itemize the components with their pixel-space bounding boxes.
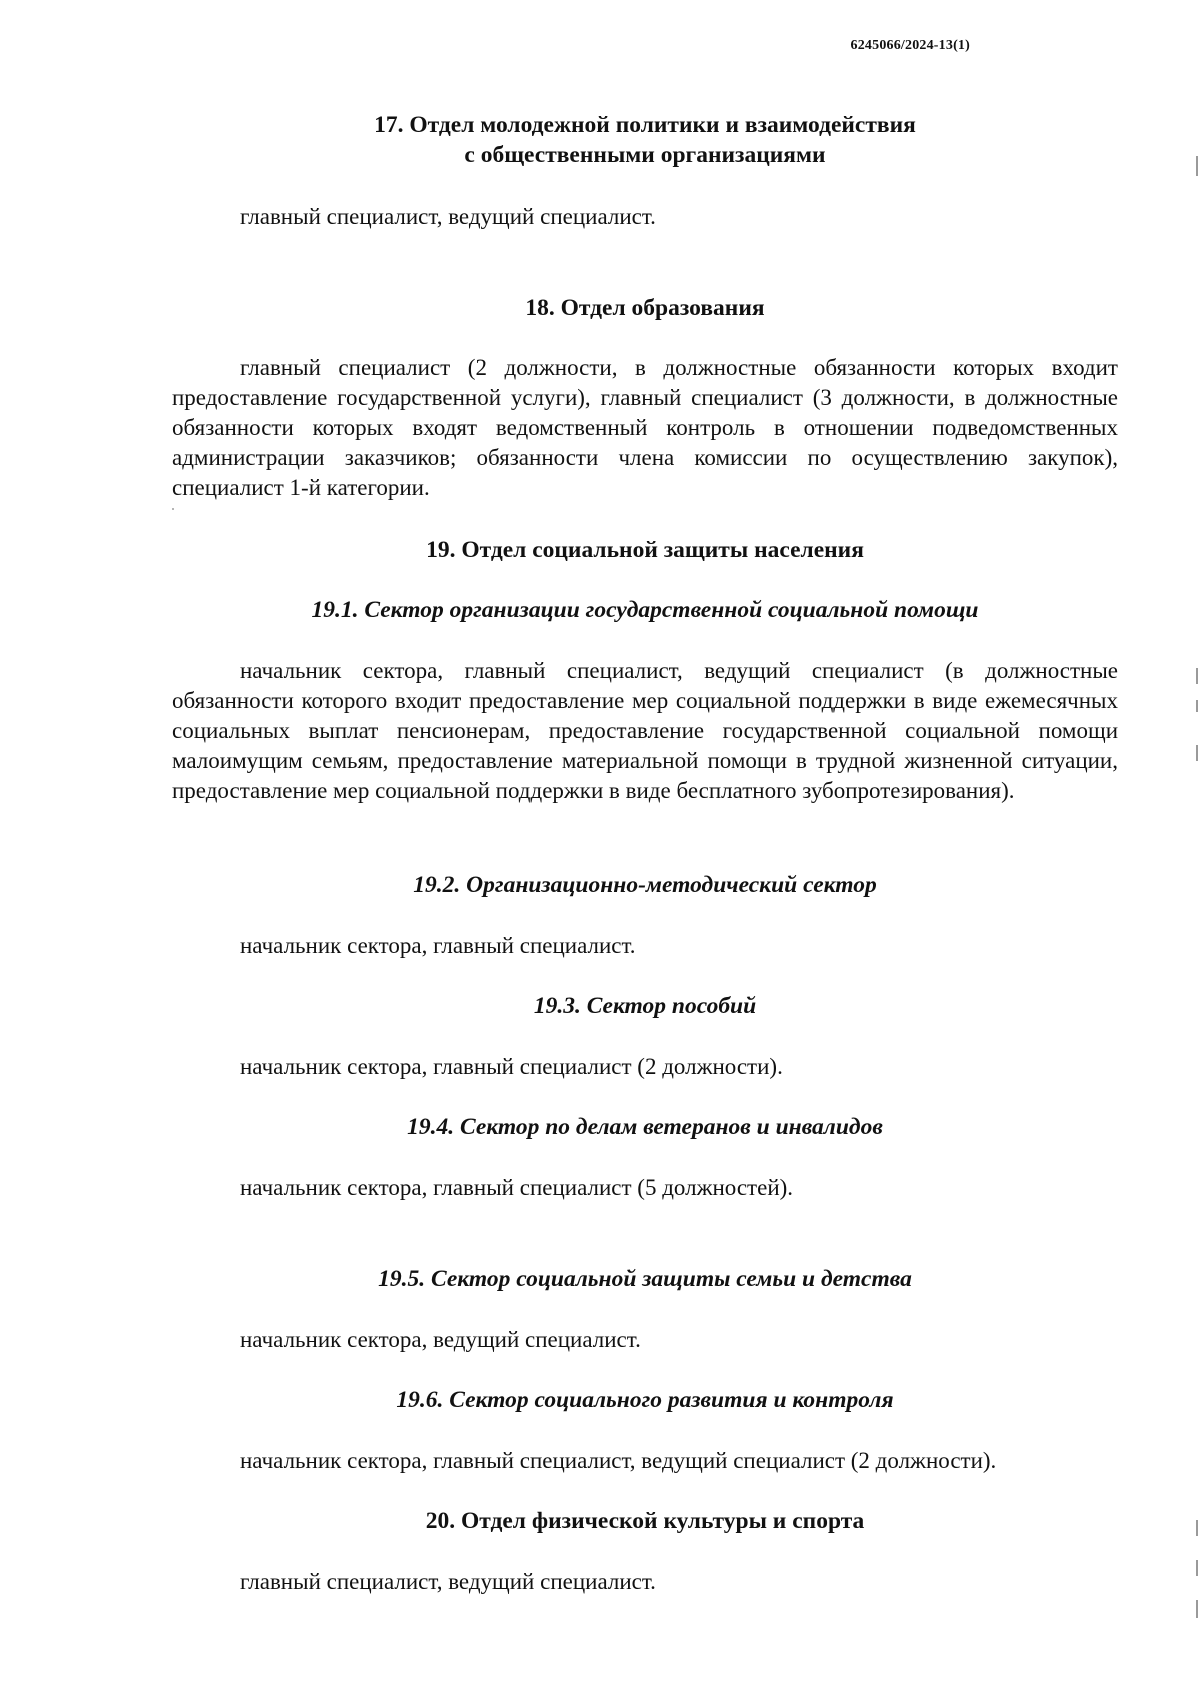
scan-edge-mark — [1196, 745, 1198, 761]
scan-edge-mark — [1196, 1560, 1198, 1576]
scan-edge-mark — [1196, 1520, 1198, 1536]
subsection-19-4-heading — [172, 1112, 1118, 1142]
subsection-19-6-heading — [172, 1385, 1118, 1415]
scan-dot — [172, 508, 174, 510]
scan-edge-mark — [1196, 668, 1198, 684]
scan-edge-mark — [1196, 1600, 1198, 1618]
subsection-19-3-body — [172, 1052, 1118, 1082]
section-17-body — [172, 202, 1118, 232]
section-18-text: главный специалист (2 должности, в должностные обязанности которых входит предоставление государственной услуги), главный специалист (3 должности, в должностные обязанности которых входят ведомственный контроль в отношении подведомственных администрации заказчиков; обязанности члена комиссии по осуществлению закупок), специалист 1-й категории. — [172, 355, 1118, 500]
section-20-body — [172, 1567, 1118, 1597]
section-17-title-line2: с общественными организациями — [464, 142, 826, 168]
subsection-19-5-title: 19.5. Сектор социальной защиты семьи и детства — [378, 1266, 912, 1292]
section-17-heading — [172, 110, 1118, 170]
subsection-19-1-title: 19.1. Сектор организации государственной социальной помощи — [311, 597, 979, 623]
subsection-19-2-heading — [172, 870, 1118, 900]
scan-edge-mark — [1196, 700, 1198, 712]
section-20-text: главный специалист, ведущий специалист. — [240, 1569, 656, 1594]
subsection-19-6-body — [172, 1446, 1118, 1476]
subsection-19-4-body — [172, 1173, 1118, 1203]
subsection-19-3-heading — [172, 991, 1118, 1021]
subsection-19-5-text: начальник сектора, ведущий специалист. — [240, 1327, 641, 1352]
subsection-19-2-body — [172, 931, 1118, 961]
subsection-19-2-text: начальник сектора, главный специалист. — [240, 933, 636, 958]
section-17-text: главный специалист, ведущий специалист. — [240, 204, 656, 229]
section-18-heading — [172, 293, 1118, 323]
section-20-title: 20. Отдел физической культуры и спорта — [425, 1508, 865, 1534]
subsection-19-2-title: 19.2. Организационно-методический сектор — [413, 872, 877, 898]
subsection-19-3-text: начальник сектора, главный специалист (2 должности). — [240, 1054, 783, 1079]
section-19-title: 19. Отдел социальной защиты населения — [426, 537, 864, 563]
section-17-title-line1: 17. Отдел молодежной политики и взаимодействия — [374, 112, 916, 138]
document-number: 6245066/2024-13(1) — [850, 38, 970, 53]
subsection-19-1-heading — [172, 595, 1118, 625]
subsection-19-5-heading — [172, 1264, 1118, 1294]
subsection-19-4-text: начальник сектора, главный специалист (5 должностей). — [240, 1175, 794, 1200]
section-19-heading — [172, 535, 1118, 565]
section-20-heading — [172, 1506, 1118, 1536]
scan-edge-mark — [1196, 156, 1198, 176]
subsection-19-6-title: 19.6. Сектор социального развития и контроля — [396, 1387, 894, 1413]
subsection-19-1-body — [172, 656, 1118, 806]
subsection-19-6-text: начальник сектора, главный специалист, ведущий специалист (2 должности). — [240, 1448, 997, 1473]
section-18-body — [172, 353, 1118, 503]
subsection-19-1-text: начальник сектора, главный специалист, ведущий специалист (в должностные обязанности которого входит предоставление мер социальной поддержки в виде ежемесячных социальных выплат пенсионерам, предоставление государственной социальной помощи малоимущим семьям, предоставление материальной помощи в трудной жизненной ситуации, предоставление мер социальной поддержки в виде бесплатного зубопротезирования). — [172, 658, 1118, 803]
subsection-19-4-title: 19.4. Сектор по делам ветеранов и инвалидов — [407, 1114, 883, 1140]
subsection-19-5-body — [172, 1325, 1118, 1355]
section-18-title: 18. Отдел образования — [525, 295, 765, 321]
subsection-19-3-title: 19.3. Сектор пособий — [533, 993, 757, 1019]
